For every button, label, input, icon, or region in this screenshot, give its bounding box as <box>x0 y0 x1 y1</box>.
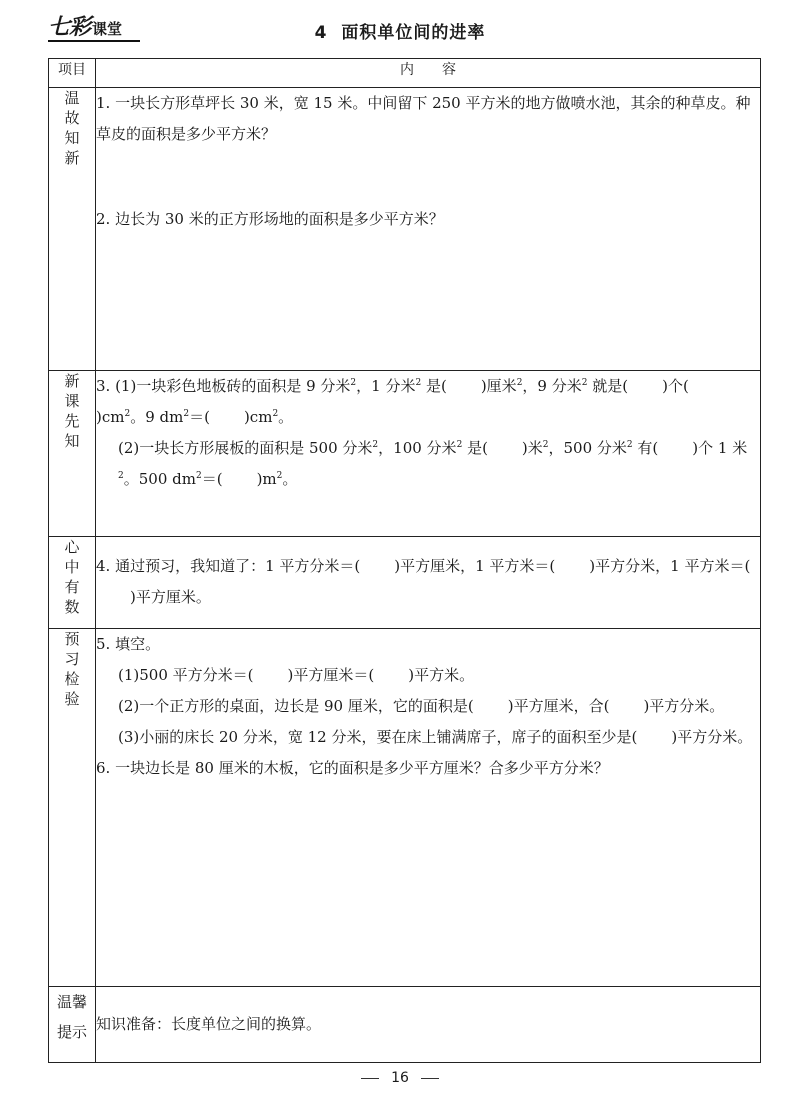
section-label-check: 预 习 检 验 <box>49 629 96 987</box>
column-header-item: 项目 <box>49 59 96 88</box>
worksheet-table <box>48 58 761 1063</box>
logo-brand: 七彩 <box>48 15 91 40</box>
tip-text: 知识准备：长度单位之间的换算。 <box>96 1015 322 1033</box>
section-label-new: 新 课 先 知 <box>49 371 96 537</box>
question-5: 5. 填空。 <box>96 635 161 653</box>
section-label-tip: 温馨 提示 <box>49 987 96 1063</box>
page-number: 16 <box>391 1070 409 1086</box>
section-body-tip <box>96 987 761 1063</box>
question-3-part-2: (2)一块长方形展板的面积是 500 分米$^2$，100 分米$^2$ 是( )米$^2$，500 分米$^2$ 有( )个 1 米$^2$。500 $dm^2=$( )$m^2$。 <box>118 439 748 488</box>
table-header-row <box>49 59 761 88</box>
section-new <box>49 371 761 537</box>
question-5-part-2: (2)一个正方形的桌面，边长是 90 厘米，它的面积是( )平方厘米，合( )平方分米。 <box>118 697 725 715</box>
question-6: 6. 一块边长是 80 厘米的木板，它的面积是多少平方厘米？合多少平方分米？ <box>96 759 609 777</box>
question-1: 1. 一块长方形草坪长 30 米，宽 15 米。中间留下 250 平方米的地方做喷水池，其余的种草皮。种草皮的面积是多少平方米？ <box>96 94 751 143</box>
section-body-check <box>96 629 761 987</box>
footer-dash-right <box>421 1078 439 1079</box>
question-3-part-1: 3. (1)一块彩色地板砖的面积是 9 分米$^2$，1 分米$^2$ 是( )厘米$^2$，9 分米$^2$ 就是( )个$()cm^2$。9 $dm^2=$( )$cm^2$。 <box>96 377 689 426</box>
section-tip <box>49 987 761 1063</box>
section-label-review: 温 故 知 新 <box>49 88 96 371</box>
footer-dash-left <box>361 1078 379 1079</box>
question-4: 4. 通过预习，我知道了：1 平方分米＝( )平方厘米，1 平方米＝( )平方分米，1 平方米＝()平方厘米。 <box>96 557 751 606</box>
section-body-new <box>96 371 761 537</box>
page-footer <box>0 1070 800 1086</box>
lesson-title: 面积单位间的进率 <box>341 23 486 43</box>
logo-sub: 课堂 <box>92 20 123 38</box>
section-body-mind <box>96 537 761 629</box>
column-header-content: 内容 <box>96 59 761 88</box>
question-5-part-1: (1)500 平方分米＝( )平方厘米＝( )平方米。 <box>118 666 475 684</box>
page-title <box>0 18 800 43</box>
section-mind <box>49 537 761 629</box>
section-check <box>49 629 761 987</box>
section-review <box>49 88 761 371</box>
lesson-number: 4 <box>314 23 328 43</box>
section-body-review <box>96 88 761 371</box>
section-label-mind: 心 中 有 数 <box>49 537 96 629</box>
question-5-part-3: (3)小丽的床长 20 分米，宽 12 分米，要在床上铺满席子，席子的面积至少是( )平方分米。 <box>118 728 753 746</box>
question-2: 2. 边长为 30 米的正方形场地的面积是多少平方米？ <box>96 210 444 228</box>
